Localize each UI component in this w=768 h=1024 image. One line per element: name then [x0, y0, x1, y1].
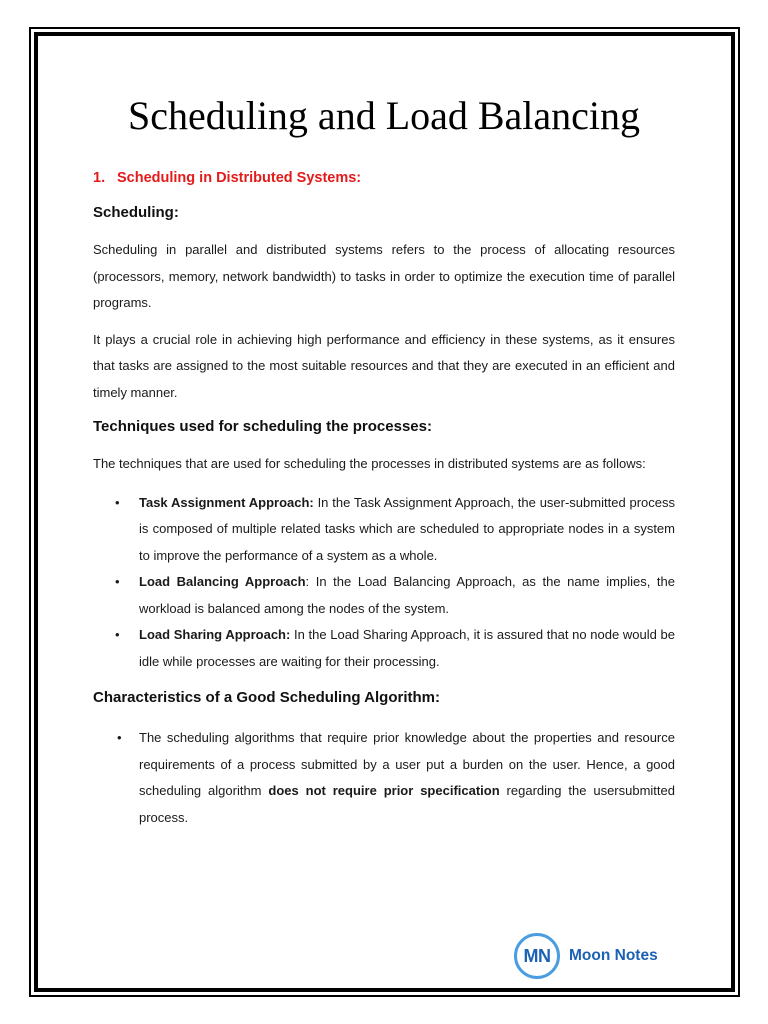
list-item-term: Task Assignment Approach: [139, 494, 314, 510]
moon-notes-logo [514, 931, 658, 981]
list-item-emphasis: does not require prior specification [268, 783, 500, 798]
section-title: Scheduling in Distributed Systems: [117, 170, 362, 186]
list-item-term: Load Sharing Approach: [139, 627, 291, 642]
logo-badge-text: MN [523, 945, 551, 966]
list-item-text: The scheduling algorithms that require prior knowledge about the properties and resource requirements of a process submitted by a user put a burden on the user. Hence, a good scheduling algorithm [139, 730, 675, 798]
logo-name: Moon Notes [569, 947, 658, 964]
list-item [93, 490, 675, 570]
list-item-text: In the Load Sharing Approach, it is assured that no node would be idle while processes are waiting for their processing. [139, 627, 675, 669]
scheduling-heading: Scheduling: [93, 204, 179, 221]
list-item-term: Load Balancing Approach [139, 574, 306, 589]
list-item [93, 569, 675, 622]
list-item [93, 725, 675, 831]
section-number: 1. [93, 170, 106, 186]
bullet-icon: • [117, 730, 122, 745]
logo-badge-icon [514, 933, 560, 979]
characteristics-heading: Characteristics of a Good Scheduling Algorithm: [93, 689, 440, 706]
list-item-text-end: regarding the usersubmitted process. [139, 783, 675, 825]
list-item-text: In the Task Assignment Approach, the user-submitted process is composed of multiple related tasks which are scheduled to appropriate nodes in a system to improve the performance of a system as a whole. [139, 494, 676, 563]
page-title: Scheduling and Load Balancing [127, 93, 641, 138]
characteristics-list [93, 725, 675, 831]
bullet-icon: • [115, 494, 120, 510]
list-item-text: : In the Load Balancing Approach, as the name implies, the workload is balanced among the nodes of the system. [139, 574, 675, 616]
bullet-icon: • [115, 627, 120, 642]
list-item [93, 622, 675, 675]
document-body [93, 168, 675, 831]
section-heading [93, 168, 675, 188]
techniques-intro: The techniques that are used for scheduling the processes in distributed systems are as follows: [93, 456, 646, 471]
scheduling-paragraph-1: Scheduling in parallel and distributed systems refers to the process of allocating resources (processors, memory, network bandwidth) to tasks in order to optimize the execution time of parallel programs. [93, 242, 675, 310]
techniques-list [93, 490, 675, 676]
bullet-icon: • [115, 574, 120, 589]
scheduling-paragraph-2: It plays a crucial role in achieving high performance and efficiency in these systems, as it ensures that tasks are assigned to the most suitable resources and that they are executed in an efficient and timely manner. [93, 331, 675, 400]
techniques-heading: Techniques used for scheduling the processes: [93, 418, 432, 435]
